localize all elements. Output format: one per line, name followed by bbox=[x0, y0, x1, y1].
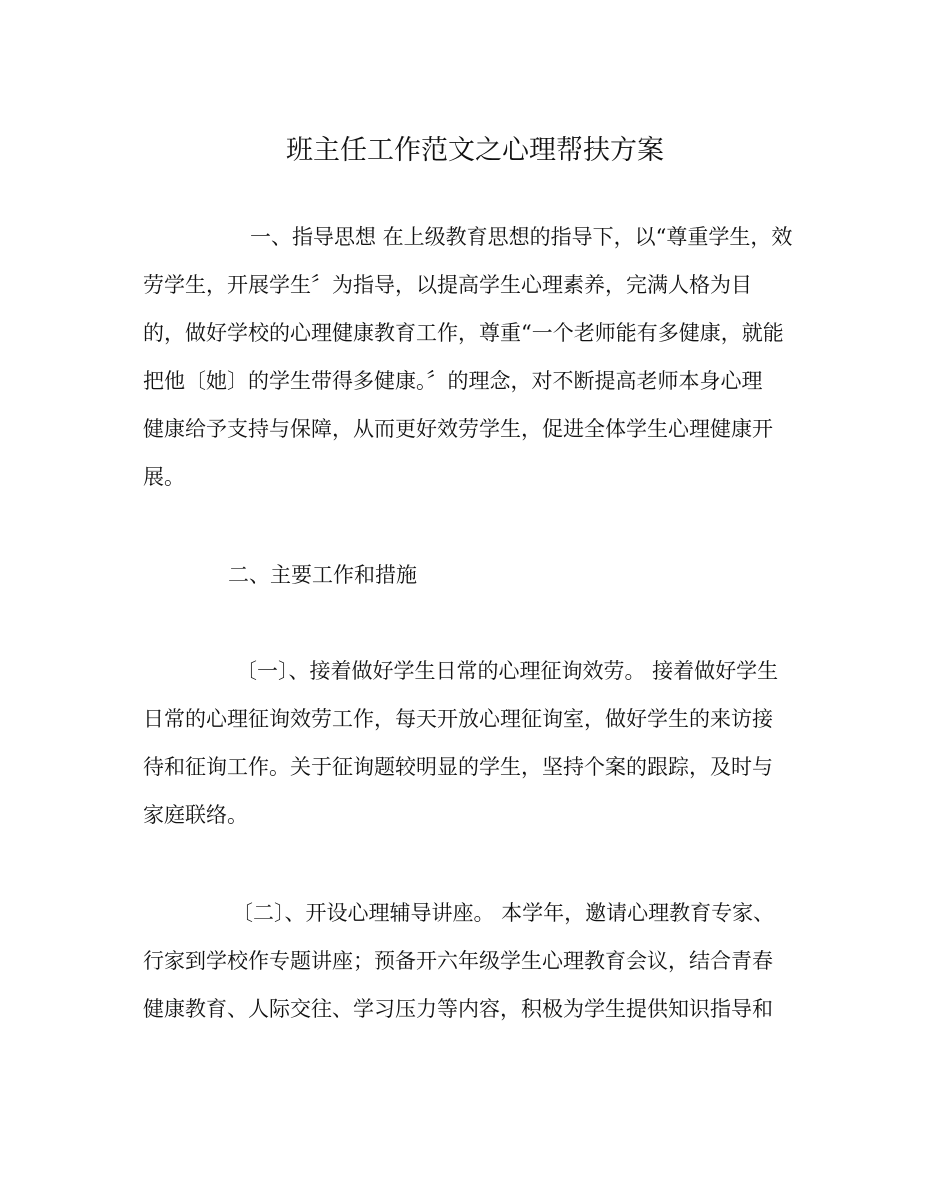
paragraph-line: 的，做好学校的心理健康教育工作，尊重“一个老师能有多健康，就能 bbox=[143, 321, 784, 345]
paragraph-line: 一、指导思想 在上级教育思想的指导下，以“尊重学生，效 bbox=[250, 225, 793, 249]
paragraph-line: 把他〔她〕的学生带得多健康。〞的理念，对不断提高老师本身心理 bbox=[143, 369, 763, 393]
paragraph-line: 待和征询工作。关于征询题较明显的学生，坚持个案的跟踪，及时与 bbox=[143, 755, 773, 779]
section-heading: 二、主要工作和措施 bbox=[228, 563, 417, 587]
paragraph-line: 健康教育、人际交往、学习压力等内容，积极为学生提供知识指导和 bbox=[143, 997, 773, 1021]
paragraph-line: 展。 bbox=[143, 465, 185, 489]
paragraph-line: 日常的心理征询效劳工作，每天开放心理征询室，做好学生的来访接 bbox=[143, 707, 773, 731]
document-title: 班主任工作范文之心理帮扶方案 bbox=[286, 135, 664, 166]
paragraph-line: 健康给予支持与保障，从而更好效劳学生，促进全体学生心理健康开 bbox=[143, 417, 773, 441]
paragraph-line: 〔二〕、开设心理辅导讲座。 本学年，邀请心理教育专家、 bbox=[232, 901, 775, 925]
paragraph-line: 家庭联络。 bbox=[143, 803, 248, 827]
paragraph-line: 劳学生，开展学生〞为指导，以提高学生心理素养，完满人格为目 bbox=[143, 273, 752, 297]
paragraph-line: 行家到学校作专题讲座；预备开六年级学生心理教育会议，结合青春 bbox=[143, 949, 773, 973]
paragraph-line: 〔一〕、接着做好学生日常的心理征询效劳。 接着做好学生 bbox=[236, 659, 779, 683]
